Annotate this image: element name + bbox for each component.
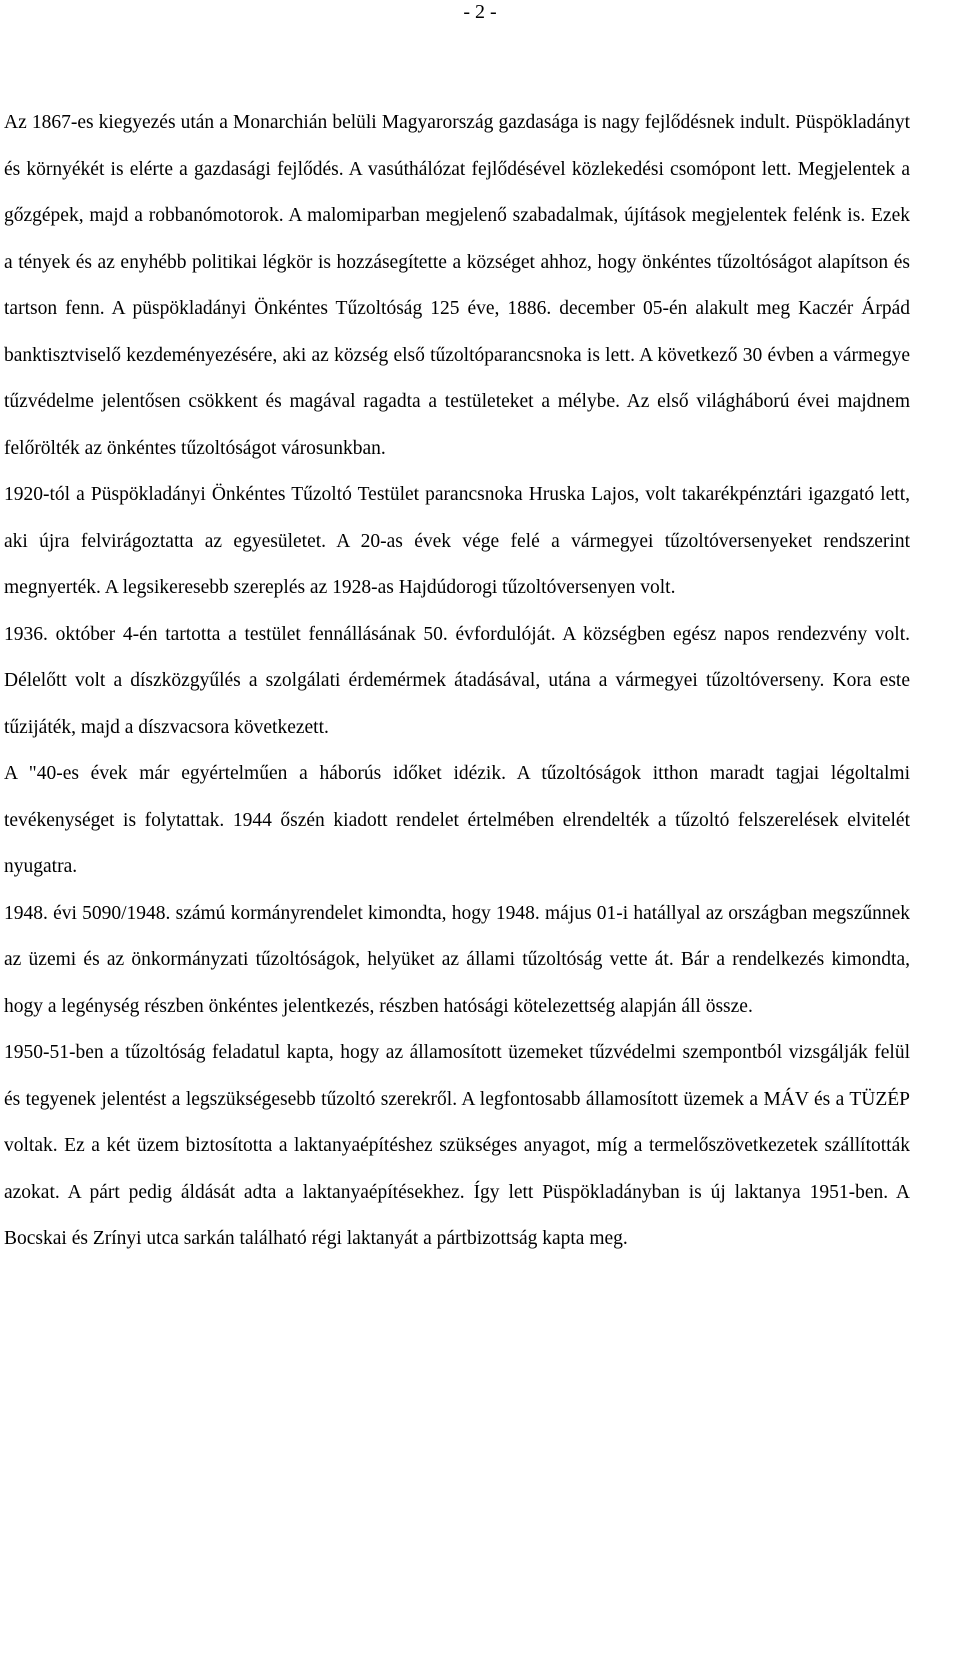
paragraph-2: 1920-tól a Püspökladányi Önkéntes Tűzoltó Testület parancsnoka Hruska Lajos, volt takarékpénztári igazgató lett, aki újra felvirágoztatta az egyesületet. A 20-as évek vége felé a vármegyei tűzoltóversenyeket rendszerint megnyerték. A legsikeresebb szereplés az 1928-as Hajdúdorogi tűzoltóversenyen volt. [4, 484, 910, 598]
paragraph-6: 1950-51-ben a tűzoltóság feladatul kapta, hogy az államosított üzemeket tűzvédelmi szempontból vizsgálják felül és tegyenek jelentést a legszükségesebb tűzoltó szerekről. A legfontosabb államosított üzemek a MÁV és a TÜZÉP voltak. Ez a két üzem biztosította a laktanyaépítéshez szükséges anyagot, míg a termelőszövetkezetek szállították azokat. A párt pedig áldását adta a laktanyaépítésekhez. Így lett Püspökladányban is új laktanya 1951-ben. A Bocskai és Zrínyi utca sarkán található régi laktanyát a pártbizottság kapta meg. [4, 1042, 910, 1249]
page-number: - 2 - [463, 1, 497, 23]
paragraph-1: Az 1867-es kiegyezés után a Monarchián belüli Magyarország gazdasága is nagy fejlődésnek indult. Püspökladányt és környékét is elérte a gazdasági fejlődés. A vasúthálózat fejlődésével közlekedési csomópont lett. Megjelentek a gőzgépek, majd a robbanómotorok. A malomiparban megjelenő szabadalmak, újítások megjelentek felénk is. Ezek a tények és az enyhébb politikai légkör is hozzásegítette a községet ahhoz, hogy önkéntes tűzoltóságot alapítson és tartson fenn. A püspökladányi Önkéntes Tűzoltóság 125 éve, 1886. december 05-én alakult meg Kaczér Árpád banktisztviselő kezdeményezésére, aki az község első tűzoltóparancsnoka is lett. A következő 30 évben a vármegye tűzvédelme jelentősen csökkent és magával ragadta a testületeket a mélybe. Az első világháború évei majdnem felőrölték az önkéntes tűzoltóságot városunkban. [4, 112, 910, 459]
paragraph-4: A "40-es évek már egyértelműen a háborús időket idézik. A tűzoltóságok itthon maradt tagjai légoltalmi tevékenységet is folytattak. 1944 őszén kiadott rendelet értelmében elrendelték a tűzoltó felszerelések elvitelét nyugatra. [4, 763, 910, 877]
body-text [4, 100, 910, 1263]
paragraph-3: 1936. október 4-én tartotta a testület fennállásának 50. évfordulóját. A községben egész napos rendezvény volt. Délelőtt volt a díszközgyűlés a szolgálati érdemérmek átadásával, utána a vármegyei tűzoltóverseny. Kora este tűzijáték, majd a díszvacsora következett. [4, 623, 910, 738]
paragraph-5: 1948. évi 5090/1948. számú kormányrendelet kimondta, hogy 1948. május 01-i hatállyal az országban megszűnnek az üzemi és az önkormányzati tűzoltóságok, helyüket az állami tűzoltóság vette át. Bár a rendelkezés kimondta, hogy a legénység részben önkéntes jelentkezés, részben hatósági kötelezettség alapján áll össze. [4, 902, 910, 1017]
